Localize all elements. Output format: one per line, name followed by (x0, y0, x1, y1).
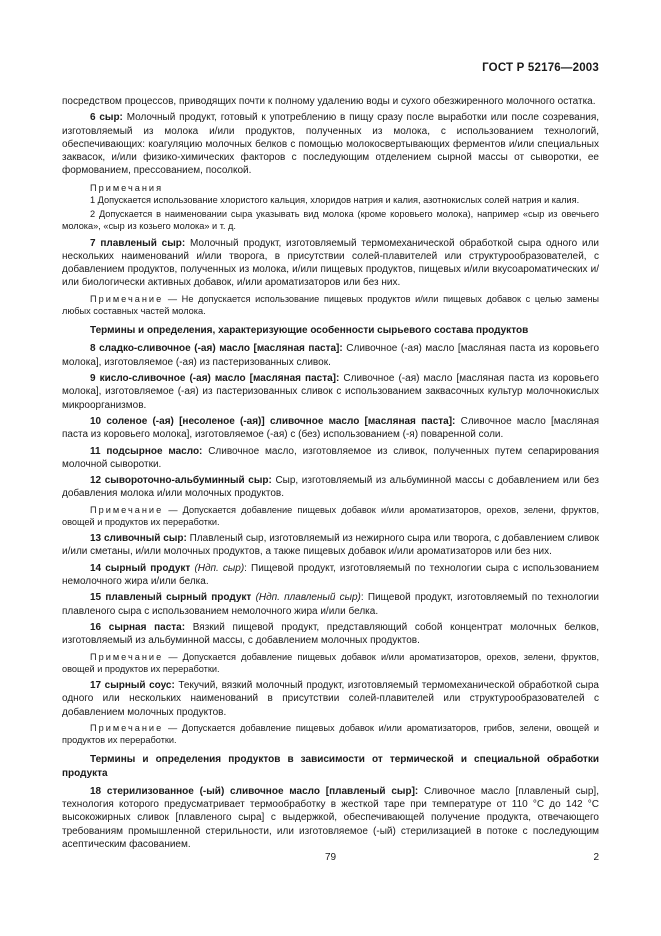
section-heading-processing: Термины и определения продуктов в зависимости от термической и специальной обработки продукта (62, 754, 599, 779)
term-15-title: 15 плавленый сырный продукт (90, 592, 252, 604)
term-10-definition: Сливочное масло [масляная паста из коровьего молока], изготовляемое (-ая) с (без) использованием (-я) поваренной соли. (62, 415, 599, 441)
note-6-1: 1 Допускается использование хлористого кальция, хлоридов натрия и калия, азотнокислых солей натрия и калия. (90, 194, 580, 205)
term-11-definition: Сливочное масло, изготовляемое из сливок, полученных путем сепарирования молочной сыворотки. (62, 445, 600, 470)
term-12-title: 12 сывороточно-альбуминный сыр: (90, 475, 272, 487)
term-14-abbr: (Ндп. сыр) (194, 562, 245, 574)
note-text: — Допускается добавление пищевых добавок и/или ароматизаторов, орехов, зелени, фруктов, овощей и продуктов их переработки. (62, 651, 599, 674)
term-14-title: 14 сырный продукт (90, 562, 191, 574)
note-6-2: 2 Допускается в наименовании сыра указывать вид молока (кроме коровьего молока), например «сыр из овечьего молока», «сыр из козьего молока» и т. д. (62, 209, 599, 232)
note-12 (62, 504, 599, 528)
term-15 (62, 591, 599, 618)
term-13 (62, 532, 599, 559)
term-11-title: 11 подсырное масло: (90, 445, 203, 457)
note-16 (62, 651, 599, 675)
note-label: Примечание (90, 651, 164, 662)
term-9 (62, 372, 599, 412)
notes-heading: Примечания (90, 182, 164, 193)
term-14-definition: : Пищевой продукт, изготовляемый по технологии сыра с использованием немолочного жира и/или белка. (62, 562, 599, 588)
term-15-definition: : Пищевой продукт, изготовляемый по технологии плавленого сыра с использованием немолочного жира и/или белка. (62, 592, 600, 617)
term-9-title: 9 кисло-сливочное (-ая) масло [масляная паста]: (90, 373, 340, 385)
term-6-definition: Молочный продукт, готовый к употреблению в пищу сразу после выработки или после созревания, изготовляемый из молока и/или продуктов, полученных из молока, с использованием технологий, обеспечивающих: коагуляцию молочных белков с помощью молокосвертывающих ферментов и/или специальных заквасок, и/или физико-химических факторов с последующим отделением сырной массы от сыворотки, ее формованием, прессованием, посолкой. (62, 112, 600, 177)
continued-text: посредством процессов, приводящих почти к полному удалению воды и сухого обезжиренного молочного остатка. (62, 96, 596, 107)
section-heading-raw-materials: Термины и определения, характеризующие особенности сырьевого состава продуктов (90, 325, 529, 337)
term-13-definition: Плавленый сыр, изготовляемый из нежирного сыра или творога, с добавлением сливок и/или сметаны, и/или молочных продуктов, а также пищевых добавок и/или ароматизаторов или без них. (62, 533, 599, 558)
note-text: — Допускается добавление пищевых добавок и/или ароматизаторов, грибов, зелени, овощей и продуктов их переработки. (62, 722, 599, 746)
term-6-title: 6 сыр: (90, 112, 123, 124)
term-10 (62, 415, 599, 442)
term-8 (62, 342, 599, 369)
note-text: — Допускается добавление пищевых добавок и/или ароматизаторов, орехов, зелени, фруктов, овощей и продуктов их переработки. (62, 504, 599, 527)
term-12-definition: Сыр, изготовляемый из альбуминной массы с добавлением или без добавления молока и/или молочных продуктов. (62, 475, 600, 500)
document-id: ГОСТ Р 52176—2003 (482, 62, 599, 74)
term-17-definition: Текучий, вязкий молочный продукт, изготовляемый термомеханической обработкой сыра одного или нескольких наименований в присутствии солей-плавителей или структурообразователей с добавлением молочных продуктов. (62, 679, 599, 718)
sheet-number: 2 (593, 852, 599, 863)
term-17 (62, 679, 599, 719)
term-11 (62, 445, 599, 472)
note-text: — Не допускается использование пищевых продуктов и/или пищевых добавок с целью замены любых составных частей молока. (62, 293, 599, 316)
note-17 (62, 722, 599, 746)
term-8-title: 8 сладко-сливочное (-ая) масло [масляная паста]: (90, 343, 343, 355)
term-7 (62, 237, 599, 290)
note-label: Примечание (90, 293, 164, 304)
term-15-abbr: (Ндп. плавленый сыр) (255, 592, 361, 604)
term-10-title: 10 соленое (-ая) [несоленое (-ая)] сливочное масло [масляная паста]: (90, 415, 456, 427)
term-16-definition: Вязкий пищевой продукт, представляющий собой концентрат молочных белков, изготовляемый из альбуминной массы, с добавлением молочных продуктов. (62, 621, 600, 647)
page-number: 79 (324, 852, 337, 863)
term-6 (62, 111, 599, 177)
document-body (62, 95, 599, 854)
term-12 (62, 474, 599, 501)
note-label: Примечание (90, 504, 164, 515)
term-16 (62, 621, 599, 648)
note-7 (62, 293, 599, 317)
term-17-title: 17 сырный соус: (90, 679, 175, 691)
term-18 (62, 785, 599, 851)
term-9-definition: Сливочное (-ая) масло [масляная паста из коровьего молока], изготовляемое (-ая) из пастеризованных сливок с использованием заквасочных культур молочнокислых микроорганизмов. (62, 373, 599, 411)
term-18-title: 18 стерилизованное (-ый) сливочное масло [плавленый сыр]: (90, 785, 419, 797)
term-14 (62, 562, 599, 589)
term-8-definition: Сливочное (-ая) масло [масляная паста из коровьего молока], изготовляемое (-ая) из пастеризованных сливок. (62, 343, 599, 368)
term-13-title: 13 сливочный сыр: (90, 533, 187, 545)
note-label: Примечание (90, 722, 164, 733)
term-7-definition: Молочный продукт, изготовляемый термомеханической обработкой сыра одного или нескольких наименований и/или творога, в присутствии солей-плавителей или структурообразователей, с добавлением продуктов, полученных из молока, и/или пищевых продуктов, пищевых и/или вкусоароматических и/или биологически активных добавок, и/или ароматизаторов или без них. (62, 237, 600, 289)
term-7-title: 7 плавленый сыр: (90, 237, 186, 249)
term-16-title: 16 сырная паста: (90, 621, 186, 633)
term-18-definition: Сливочное масло [плавленый сыр], технология которого предусматривает термообработку в жесткой таре при температуре от 110 °С до 142 °С высокожирных сливок [плавленого сыра] с выдержкой, обеспечивающей получение продукта, отвечающего требованиям промышленной стерильности, или изготовляемое (-ый) стерилизацией в потоке с последующим асептическим фасованием. (62, 785, 599, 851)
